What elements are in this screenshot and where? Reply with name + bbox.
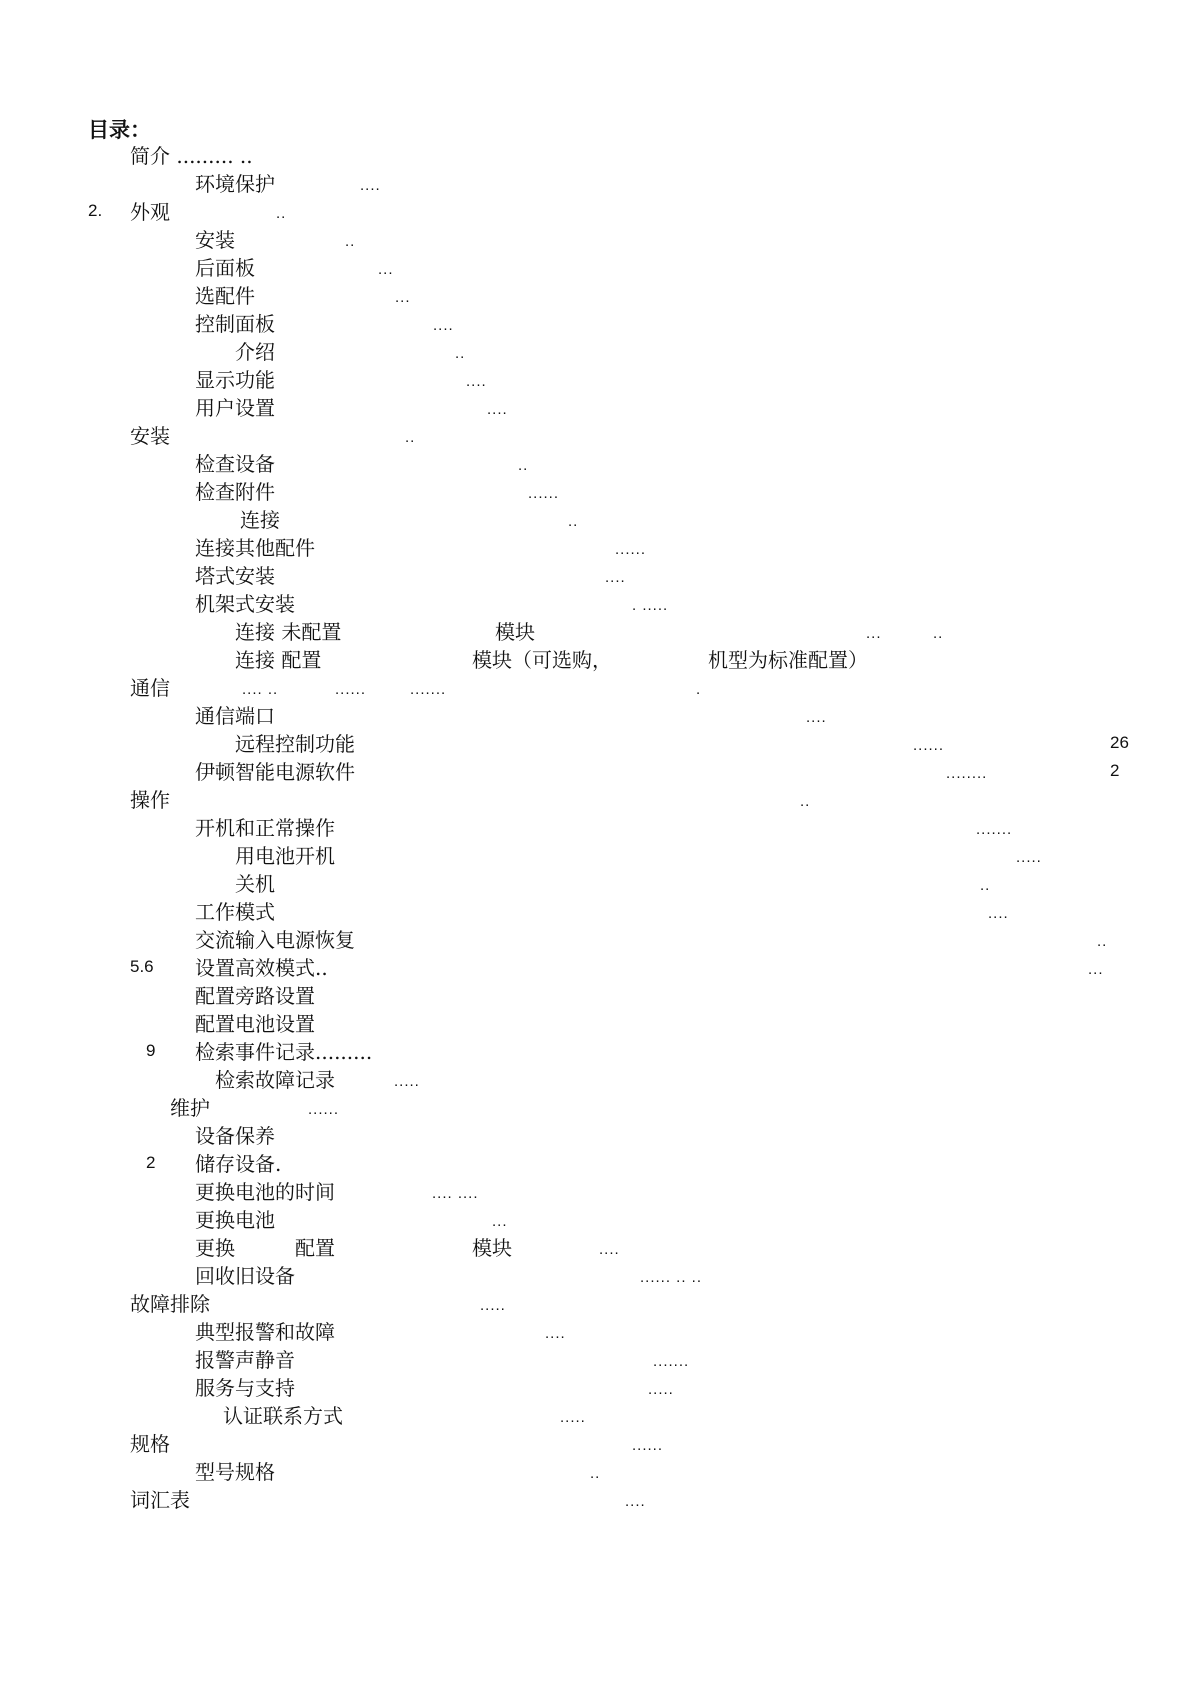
toc-heading: 目录： [88,118,151,142]
toc-text: 显示功能 [195,368,275,392]
toc-text: 连接 未配置 [235,620,342,644]
toc-text: 工作模式 [195,900,275,924]
toc-text: 控制面板 [195,312,275,336]
toc-text: 检索事件记录......... [195,1040,373,1064]
toc-text: .... .... [432,1185,479,1202]
toc-text: .. [800,793,811,810]
toc-text: ...... .. .. [640,1269,703,1286]
toc-text: .... [466,373,487,390]
toc-text: 典型报警和故障 [195,1320,335,1344]
toc-text: 9 [146,1041,156,1060]
toc-text: .. [455,345,466,362]
toc-text: 检索故障记录 [215,1068,335,1092]
toc-text: ........ [946,765,988,782]
toc-text: ... [378,261,394,278]
toc-text: ... [395,289,411,306]
toc-text: 用电池开机 [235,844,335,868]
toc-text: 储存设备. [195,1152,282,1176]
toc-text: ..... [648,1381,674,1398]
toc-text: .. [568,513,579,530]
toc-text: .... [605,569,626,586]
toc-text: ..... [1016,849,1042,866]
toc-text: .... [545,1325,566,1342]
toc-text: ... [1088,961,1104,978]
toc-text: 故障排除 [130,1292,210,1316]
toc-text: 设置高效模式.. [195,956,328,980]
toc-text: 报警声静音 [195,1348,295,1372]
toc-text: 开机和正常操作 [195,816,335,840]
toc-text: 2 [146,1153,156,1172]
toc-text: 安装 [130,424,170,448]
toc-text: 配置 [295,1236,335,1260]
toc-text: ...... [615,541,647,558]
toc-text: ...... [335,681,367,698]
toc-text: .... [360,177,381,194]
toc-text: ..... [560,1409,586,1426]
toc-text: .... [433,317,454,334]
toc-text: 通信 [130,676,170,700]
toc-text: 简介 ......... .. [130,144,253,168]
toc-text: 远程控制功能 [235,732,355,756]
toc-text: 连接 [240,508,280,532]
toc-text: 更换 [195,1236,235,1260]
toc-text: 模块（可选购， [472,648,612,672]
toc-text: 通信端口 [195,704,275,728]
toc-text: 26 [1110,733,1129,752]
toc-text: 更换电池 [195,1208,275,1232]
toc-text: ...... [632,1437,664,1454]
toc-text: .... [599,1241,620,1258]
toc-text: 环境保护 [195,172,275,196]
toc-text: ....... [653,1353,690,1370]
toc-text: 模块 [472,1236,512,1260]
toc-text: 外观 [130,200,170,224]
toc-text: 认证联系方式 [223,1404,343,1428]
toc-text: 模块 [495,620,535,644]
toc-text: ....... [410,681,447,698]
toc-text: 连接其他配件 [195,536,315,560]
toc-text: 伊顿智能电源软件 [195,760,355,784]
toc-text: . [696,681,702,698]
toc-text: .... [806,709,827,726]
toc-text: 机架式安装 [195,592,295,616]
toc-text: 选配件 [195,284,255,308]
toc-text: ...... [913,737,945,754]
toc-text: .. [345,233,356,250]
toc-text: 配置旁路设置 [195,984,315,1008]
toc-text: 5.6 [130,957,154,976]
toc-text: 交流输入电源恢复 [195,928,355,952]
toc-text: ...... [308,1101,340,1118]
toc-text: ....... [976,821,1013,838]
toc-text: 词汇表 [130,1488,190,1512]
toc-text: 检查附件 [195,480,275,504]
toc-text: 机型为标准配置） [708,648,868,672]
toc-text: 2 [1110,761,1120,780]
toc-text: . ..... [632,597,669,614]
toc-text: .. [518,457,529,474]
toc-text: 塔式安装 [195,564,275,588]
toc-text: 介绍 [235,340,275,364]
toc-text: ... [866,625,882,642]
toc-text: 关机 [235,872,275,896]
toc-text: .... [487,401,508,418]
toc-text: .. [933,625,944,642]
toc-text: .. [405,429,416,446]
toc-text: .. [276,205,287,222]
toc-text: 设备保养 [195,1124,275,1148]
toc-text: ..... [480,1297,506,1314]
toc-text: 后面板 [195,256,255,280]
toc-text: 规格 [130,1432,170,1456]
toc-text: .... [988,905,1009,922]
toc-text: 型号规格 [195,1460,275,1484]
toc-text: 2. [88,201,103,220]
toc-text: .. [590,1465,601,1482]
toc-text: ..... [394,1073,420,1090]
toc-text: 用户设置 [195,396,275,420]
toc-text: 更换电池的时间 [195,1180,335,1204]
toc-text: 服务与支持 [195,1376,295,1400]
toc-text: .... [625,1493,646,1510]
toc-text: ...... [528,485,560,502]
toc-text: 配置电池设置 [195,1012,315,1036]
toc-text: 回收旧设备 [195,1264,295,1288]
toc-text: .... .. [242,681,279,698]
toc-text: 检查设备 [195,452,275,476]
toc-text: .. [1097,933,1108,950]
toc-text: 连接 配置 [235,648,322,672]
toc-text: 维护 [170,1096,210,1120]
toc-text: 操作 [130,788,170,812]
toc-text: .. [980,877,991,894]
toc-text: 安装 [195,228,235,252]
toc-text: ... [492,1213,508,1230]
